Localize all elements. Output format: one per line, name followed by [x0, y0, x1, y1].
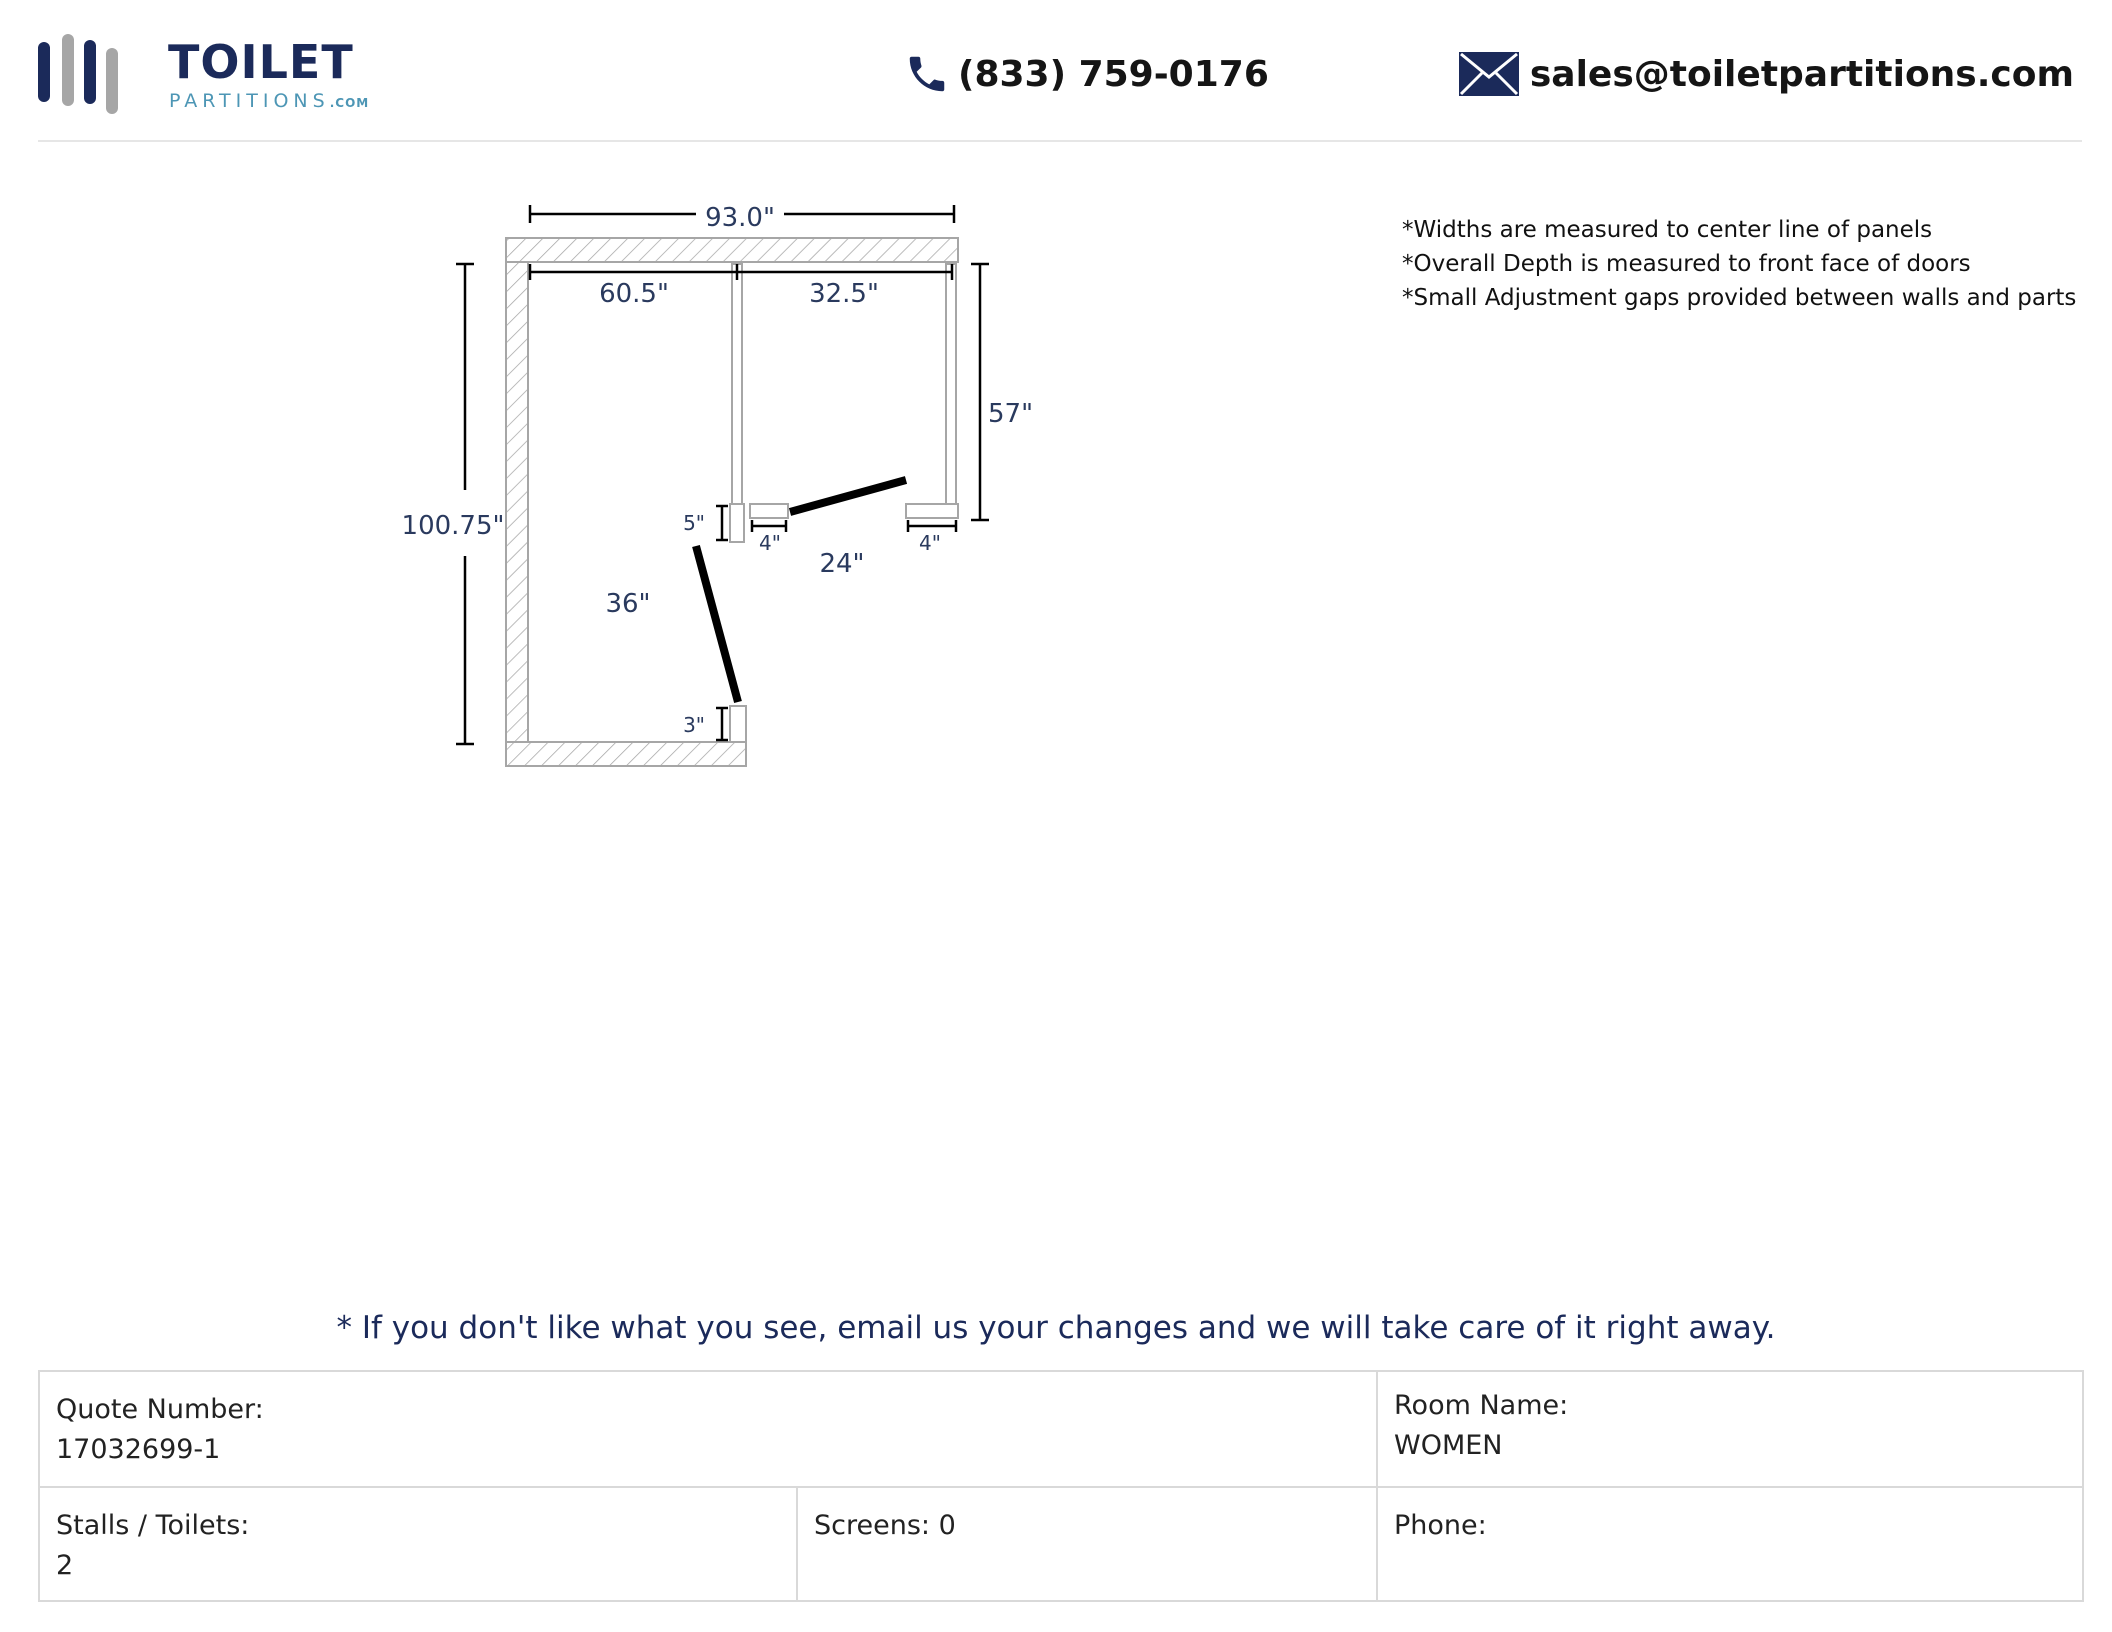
dim-pilaster-3-label: 3"	[683, 713, 705, 737]
screens-cell	[798, 1488, 1376, 1600]
quote-number-cell	[40, 1372, 1376, 1486]
floor-plan-diagram	[0, 0, 1100, 800]
bottom-wall	[506, 742, 746, 766]
dim-pilaster-5-label: 5"	[683, 511, 705, 535]
dim-pilaster-4-right-label: 4"	[919, 531, 941, 555]
divider-panel	[732, 264, 742, 504]
door-36-label: 36"	[605, 589, 651, 619]
pilaster-4-right	[906, 504, 958, 518]
changes-callout: * If you don't like what you see, email us your changes and we will take care of it right away.	[336, 1310, 1776, 1346]
email-address: sales@toiletpartitions.com	[1529, 53, 2074, 95]
dim-overall-depth	[402, 264, 505, 744]
quote-info-table	[38, 1370, 2084, 1602]
quote-number-value: 17032699-1	[56, 1434, 221, 1465]
stalls-cell	[40, 1488, 796, 1600]
dim-overall-depth-label: 100.75"	[401, 511, 505, 541]
header-email[interactable]	[1458, 46, 2074, 102]
logo-subtitle-suffix: .COM	[329, 96, 370, 110]
note-line: *Small Adjustment gaps provided between walls and parts	[1402, 285, 2077, 311]
pilaster-4-left	[750, 504, 788, 518]
dim-pilaster-4-left-label: 4"	[759, 531, 781, 555]
screens-label: Screens: 0	[814, 1510, 956, 1541]
door-24-label: 24"	[819, 549, 865, 579]
room-name-label: Room Name:	[1394, 1390, 1569, 1421]
phone-number: (833) 759-0176	[958, 53, 1269, 95]
logo-subtitle-text: PARTITIONS	[169, 90, 330, 112]
quote-number-label: Quote Number:	[56, 1394, 264, 1425]
back-wall	[506, 238, 958, 262]
dim-pilaster-4-left	[752, 520, 786, 555]
stalls-value: 2	[56, 1550, 74, 1581]
room-name-value: WOMEN	[1394, 1430, 1503, 1461]
dim-pilaster-3	[683, 708, 728, 740]
door-24	[790, 480, 906, 512]
right-panel	[946, 264, 956, 504]
note-line: *Widths are measured to center line of panels	[1402, 217, 1933, 243]
dim-stall-1-label: 60.5"	[599, 279, 669, 309]
dim-pilaster-4-right	[908, 520, 956, 555]
pilaster-3	[730, 706, 746, 742]
phone-cell	[1378, 1488, 2082, 1600]
note-line: *Overall Depth is measured to front face of doors	[1402, 251, 1971, 277]
left-wall	[506, 262, 528, 742]
dim-overall-width	[530, 203, 954, 233]
dim-stall-2-depth-label: 57"	[988, 399, 1034, 429]
door-36	[696, 546, 738, 702]
dim-stall-2-depth	[971, 264, 1033, 520]
dim-stall-2-label: 32.5"	[809, 279, 879, 309]
pilaster-5	[730, 504, 744, 542]
room-name-cell	[1378, 1372, 2082, 1486]
dim-pilaster-5	[683, 506, 728, 540]
phone-label: Phone:	[1394, 1510, 1487, 1541]
measurement-notes	[1402, 213, 2076, 315]
dim-overall-width-label: 93.0"	[705, 203, 775, 233]
stalls-label: Stalls / Toilets:	[56, 1510, 250, 1541]
envelope-icon	[1458, 51, 1520, 97]
logo-title: TOILET	[168, 35, 354, 89]
